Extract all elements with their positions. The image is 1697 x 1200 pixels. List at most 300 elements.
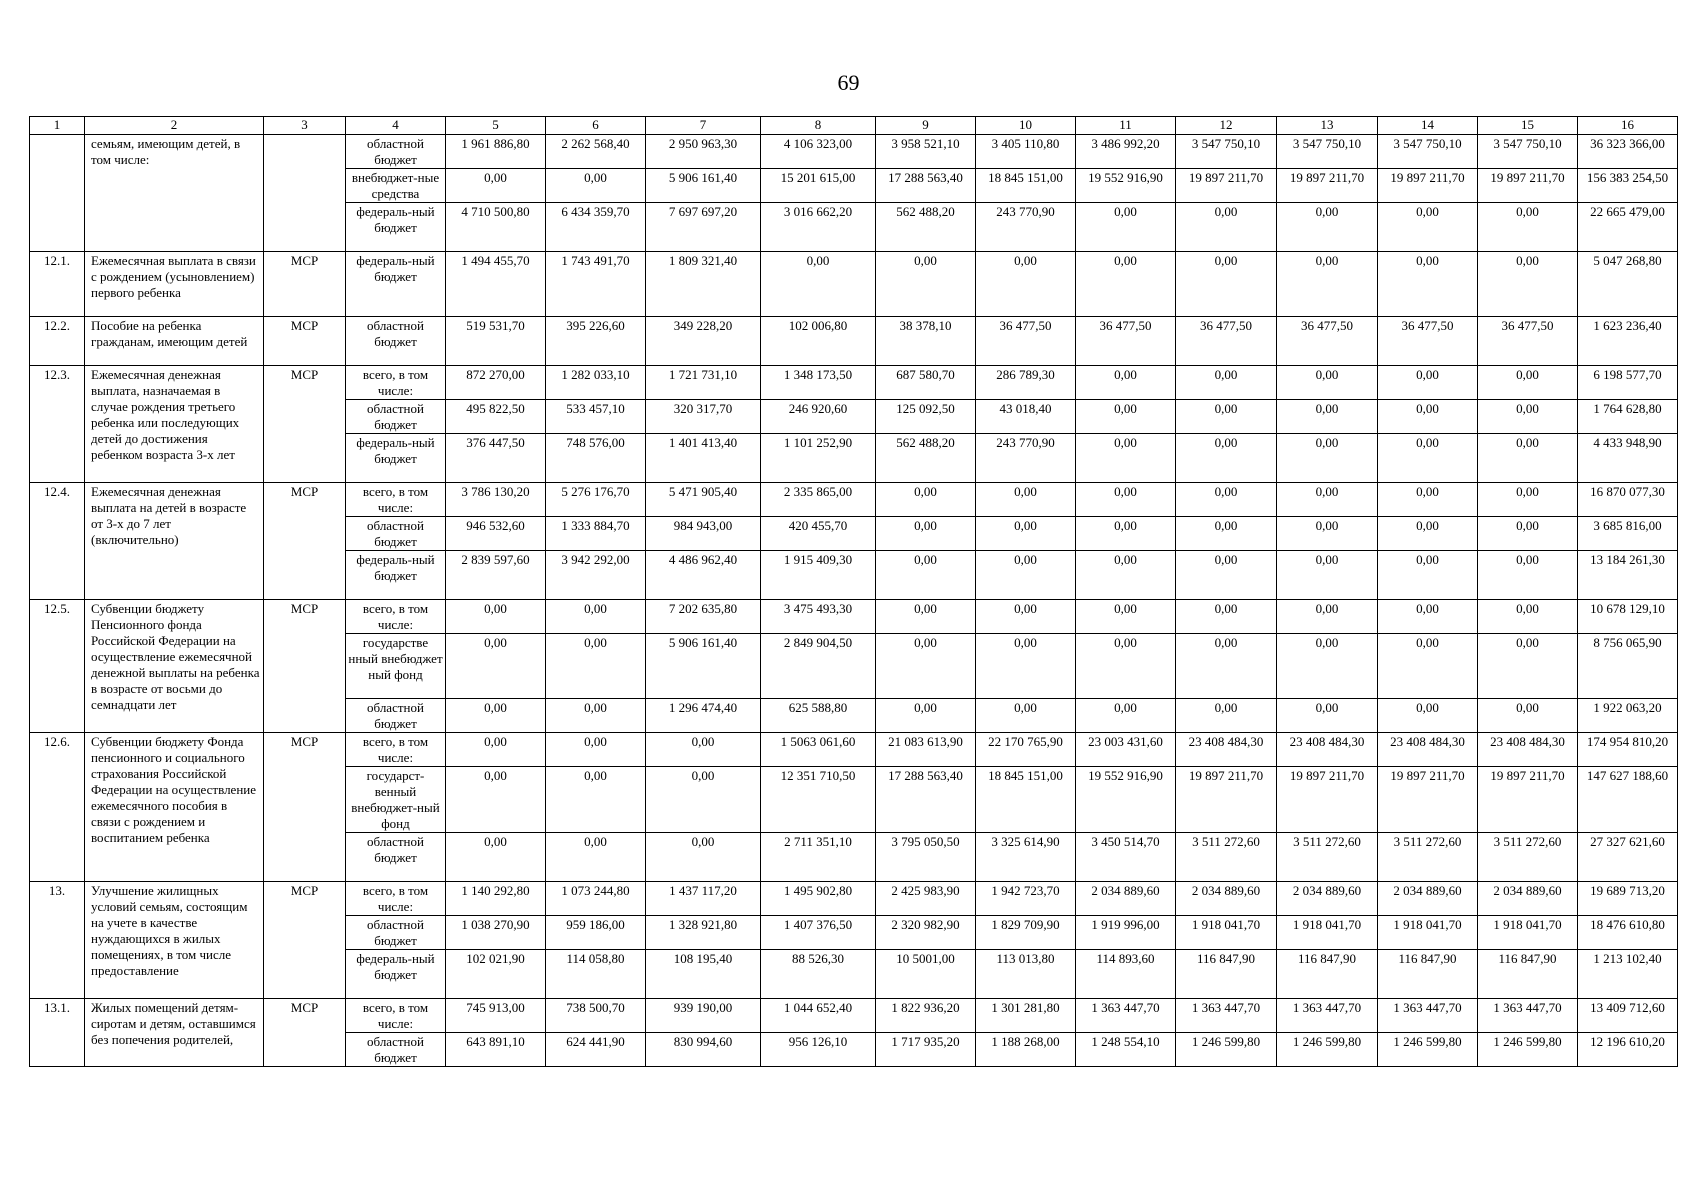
year-amount-cell: 643 891,10: [446, 1033, 546, 1067]
year-amount-cell: 3 511 272,60: [1176, 833, 1277, 882]
year-amount-cell: 12 351 710,50: [761, 767, 876, 833]
year-amount-cell: 286 789,30: [976, 366, 1076, 400]
year-amount-cell: 7 202 635,80: [646, 600, 761, 634]
total-amount-cell: 6 198 577,70: [1578, 366, 1678, 400]
year-amount-cell: 1 073 244,80: [546, 882, 646, 916]
year-amount-cell: 5 906 161,40: [646, 169, 761, 203]
year-amount-cell: 872 270,00: [446, 366, 546, 400]
year-amount-cell: 3 795 050,50: [876, 833, 976, 882]
executor-cell: МСР: [264, 882, 346, 999]
year-amount-cell: 1 282 033,10: [546, 366, 646, 400]
year-amount-cell: 0,00: [546, 833, 646, 882]
column-number-cell: 10: [976, 117, 1076, 135]
table-row: [30, 882, 1678, 916]
year-amount-cell: 0,00: [1378, 203, 1478, 252]
year-amount-cell: 320 317,70: [646, 400, 761, 434]
table-row: [30, 317, 1678, 366]
year-amount-cell: 0,00: [976, 634, 1076, 699]
total-amount-cell: 156 383 254,50: [1578, 169, 1678, 203]
executor-cell: [264, 135, 346, 252]
year-amount-cell: 1 246 599,80: [1277, 1033, 1378, 1067]
column-number-cell: 8: [761, 117, 876, 135]
year-amount-cell: 19 897 211,70: [1378, 767, 1478, 833]
year-amount-cell: 3 511 272,60: [1277, 833, 1378, 882]
year-amount-cell: 0,00: [761, 252, 876, 317]
measure-name-cell: семьям, имеющим детей, в том числе:: [85, 135, 264, 252]
year-amount-cell: 0,00: [876, 551, 976, 600]
year-amount-cell: 0,00: [976, 699, 1076, 733]
year-amount-cell: 1 328 921,80: [646, 916, 761, 950]
year-amount-cell: 1 246 599,80: [1478, 1033, 1578, 1067]
year-amount-cell: 36 477,50: [1378, 317, 1478, 366]
year-amount-cell: 2 839 597,60: [446, 551, 546, 600]
column-number-cell: 7: [646, 117, 761, 135]
table-row: [30, 733, 1678, 767]
year-amount-cell: 19 552 916,90: [1076, 767, 1176, 833]
year-amount-cell: 0,00: [1176, 434, 1277, 483]
measure-name-cell: Улучшение жилищных условий семьям, состоящим на учете в качестве нуждающихся в жилых помещениях, в том числе предоставление: [85, 882, 264, 999]
total-amount-cell: 1 764 628,80: [1578, 400, 1678, 434]
year-amount-cell: 3 786 130,20: [446, 483, 546, 517]
year-amount-cell: 1 246 599,80: [1176, 1033, 1277, 1067]
column-number-cell: 13: [1277, 117, 1378, 135]
year-amount-cell: 19 897 211,70: [1478, 767, 1578, 833]
year-amount-cell: 125 092,50: [876, 400, 976, 434]
year-amount-cell: 2 711 351,10: [761, 833, 876, 882]
year-amount-cell: 0,00: [1176, 634, 1277, 699]
year-amount-cell: 23 408 484,30: [1378, 733, 1478, 767]
year-amount-cell: 0,00: [1076, 600, 1176, 634]
year-amount-cell: 1 101 252,90: [761, 434, 876, 483]
year-amount-cell: 4 710 500,80: [446, 203, 546, 252]
funding-source-cell: всего, в том числе:: [346, 999, 446, 1033]
year-amount-cell: 0,00: [1378, 483, 1478, 517]
year-amount-cell: 0,00: [1378, 517, 1478, 551]
year-amount-cell: 0,00: [1076, 434, 1176, 483]
year-amount-cell: 1 717 935,20: [876, 1033, 976, 1067]
year-amount-cell: 116 847,90: [1378, 950, 1478, 999]
year-amount-cell: 562 488,20: [876, 434, 976, 483]
year-amount-cell: 38 378,10: [876, 317, 976, 366]
table-row: [30, 999, 1678, 1033]
year-amount-cell: 624 441,90: [546, 1033, 646, 1067]
executor-cell: МСР: [264, 733, 346, 882]
budget-table: [29, 116, 1678, 1067]
year-amount-cell: 0,00: [1277, 434, 1378, 483]
year-amount-cell: 3 942 292,00: [546, 551, 646, 600]
column-number-cell: 9: [876, 117, 976, 135]
executor-cell: МСР: [264, 483, 346, 600]
year-amount-cell: 1 918 041,70: [1277, 916, 1378, 950]
year-amount-cell: 5 276 176,70: [546, 483, 646, 517]
year-amount-cell: 2 034 889,60: [1378, 882, 1478, 916]
year-amount-cell: 0,00: [446, 634, 546, 699]
year-amount-cell: 0,00: [1277, 483, 1378, 517]
year-amount-cell: 3 511 272,60: [1478, 833, 1578, 882]
funding-source-cell: всего, в том числе:: [346, 882, 446, 916]
year-amount-cell: 533 457,10: [546, 400, 646, 434]
funding-source-cell: федераль-ный бюджет: [346, 203, 446, 252]
year-amount-cell: 36 477,50: [1076, 317, 1176, 366]
year-amount-cell: 2 034 889,60: [1277, 882, 1378, 916]
year-amount-cell: 0,00: [976, 600, 1076, 634]
page-number: 69: [837, 70, 860, 95]
year-amount-cell: 3 547 750,10: [1478, 135, 1578, 169]
year-amount-cell: 116 847,90: [1478, 950, 1578, 999]
year-amount-cell: 420 455,70: [761, 517, 876, 551]
year-amount-cell: 0,00: [1378, 600, 1478, 634]
column-number-cell: 5: [446, 117, 546, 135]
year-amount-cell: 1 044 652,40: [761, 999, 876, 1033]
year-amount-cell: 0,00: [1277, 600, 1378, 634]
year-amount-cell: 0,00: [1176, 551, 1277, 600]
total-amount-cell: 36 323 366,00: [1578, 135, 1678, 169]
year-amount-cell: 625 588,80: [761, 699, 876, 733]
year-amount-cell: 1 296 474,40: [646, 699, 761, 733]
column-number-cell: 16: [1578, 117, 1678, 135]
year-amount-cell: 959 186,00: [546, 916, 646, 950]
year-amount-cell: 23 408 484,30: [1176, 733, 1277, 767]
year-amount-cell: 0,00: [1378, 252, 1478, 317]
column-number-cell: 2: [85, 117, 264, 135]
year-amount-cell: 5 471 905,40: [646, 483, 761, 517]
total-amount-cell: 3 685 816,00: [1578, 517, 1678, 551]
year-amount-cell: 395 226,60: [546, 317, 646, 366]
year-amount-cell: 7 697 697,20: [646, 203, 761, 252]
year-amount-cell: 1 721 731,10: [646, 366, 761, 400]
table-row: [30, 600, 1678, 634]
year-amount-cell: 0,00: [1176, 400, 1277, 434]
year-amount-cell: 3 325 614,90: [976, 833, 1076, 882]
year-amount-cell: 1 363 447,70: [1378, 999, 1478, 1033]
year-amount-cell: 376 447,50: [446, 434, 546, 483]
table-row: [30, 135, 1678, 169]
year-amount-cell: 0,00: [976, 517, 1076, 551]
year-amount-cell: 939 190,00: [646, 999, 761, 1033]
year-amount-cell: 0,00: [1378, 699, 1478, 733]
item-number-cell: [30, 135, 85, 252]
year-amount-cell: 1 348 173,50: [761, 366, 876, 400]
year-amount-cell: 21 083 613,90: [876, 733, 976, 767]
year-amount-cell: 114 058,80: [546, 950, 646, 999]
year-amount-cell: 0,00: [1277, 203, 1378, 252]
year-amount-cell: 108 195,40: [646, 950, 761, 999]
funding-source-cell: государст-венный внебюджет-ный фонд: [346, 767, 446, 833]
executor-cell: МСР: [264, 317, 346, 366]
year-amount-cell: 687 580,70: [876, 366, 976, 400]
year-amount-cell: 3 486 992,20: [1076, 135, 1176, 169]
year-amount-cell: 43 018,40: [976, 400, 1076, 434]
column-number-cell: 6: [546, 117, 646, 135]
funding-source-cell: областной бюджет: [346, 517, 446, 551]
year-amount-cell: 36 477,50: [976, 317, 1076, 366]
measure-name-cell: Пособие на ребенка гражданам, имеющим детей: [85, 317, 264, 366]
year-amount-cell: 0,00: [876, 483, 976, 517]
year-amount-cell: 19 897 211,70: [1176, 767, 1277, 833]
year-amount-cell: 0,00: [1076, 366, 1176, 400]
year-amount-cell: 3 547 750,10: [1176, 135, 1277, 169]
year-amount-cell: 22 170 765,90: [976, 733, 1076, 767]
funding-source-cell: областной бюджет: [346, 916, 446, 950]
funding-source-cell: всего, в том числе:: [346, 600, 446, 634]
item-number-cell: 12.2.: [30, 317, 85, 366]
year-amount-cell: 1 743 491,70: [546, 252, 646, 317]
year-amount-cell: 1 333 884,70: [546, 517, 646, 551]
total-amount-cell: 174 954 810,20: [1578, 733, 1678, 767]
year-amount-cell: 1 363 447,70: [1277, 999, 1378, 1033]
funding-source-cell: областной бюджет: [346, 833, 446, 882]
year-amount-cell: 36 477,50: [1277, 317, 1378, 366]
year-amount-cell: 0,00: [446, 767, 546, 833]
year-amount-cell: 88 526,30: [761, 950, 876, 999]
year-amount-cell: 3 511 272,60: [1378, 833, 1478, 882]
year-amount-cell: 349 228,20: [646, 317, 761, 366]
executor-cell: МСР: [264, 252, 346, 317]
year-amount-cell: 4 106 323,00: [761, 135, 876, 169]
year-amount-cell: 2 950 963,30: [646, 135, 761, 169]
year-amount-cell: 0,00: [976, 483, 1076, 517]
year-amount-cell: 0,00: [1076, 203, 1176, 252]
year-amount-cell: 17 288 563,40: [876, 767, 976, 833]
year-amount-cell: 1 961 886,80: [446, 135, 546, 169]
year-amount-cell: 0,00: [1277, 699, 1378, 733]
year-amount-cell: 102 006,80: [761, 317, 876, 366]
funding-source-cell: внебюджет-ные средства: [346, 169, 446, 203]
year-amount-cell: 3 450 514,70: [1076, 833, 1176, 882]
total-amount-cell: 16 870 077,30: [1578, 483, 1678, 517]
year-amount-cell: 748 576,00: [546, 434, 646, 483]
year-amount-cell: 0,00: [1478, 203, 1578, 252]
year-amount-cell: 0,00: [446, 699, 546, 733]
year-amount-cell: 0,00: [546, 699, 646, 733]
year-amount-cell: 23 003 431,60: [1076, 733, 1176, 767]
executor-cell: МСР: [264, 600, 346, 733]
year-amount-cell: 1 363 447,70: [1176, 999, 1277, 1033]
year-amount-cell: 745 913,00: [446, 999, 546, 1033]
year-amount-cell: 0,00: [1478, 551, 1578, 600]
year-amount-cell: 0,00: [1478, 634, 1578, 699]
year-amount-cell: 0,00: [1176, 252, 1277, 317]
measure-name-cell: Ежемесячная денежная выплата, назначаемая в случае рождения третьего ребенка или последующих детей до достижения ребенком возраста 3-х лет: [85, 366, 264, 483]
year-amount-cell: 1 494 455,70: [446, 252, 546, 317]
year-amount-cell: 0,00: [876, 600, 976, 634]
column-number-cell: 11: [1076, 117, 1176, 135]
year-amount-cell: 0,00: [1378, 634, 1478, 699]
total-amount-cell: 22 665 479,00: [1578, 203, 1678, 252]
year-amount-cell: 0,00: [546, 767, 646, 833]
year-amount-cell: 1 942 723,70: [976, 882, 1076, 916]
item-number-cell: 13.: [30, 882, 85, 999]
year-amount-cell: 562 488,20: [876, 203, 976, 252]
total-amount-cell: 10 678 129,10: [1578, 600, 1678, 634]
column-number-row: [30, 117, 1678, 135]
year-amount-cell: 0,00: [1176, 600, 1277, 634]
year-amount-cell: 0,00: [1378, 400, 1478, 434]
year-amount-cell: 23 408 484,30: [1277, 733, 1378, 767]
year-amount-cell: 0,00: [1076, 634, 1176, 699]
year-amount-cell: 5 906 161,40: [646, 634, 761, 699]
year-amount-cell: 0,00: [1076, 483, 1176, 517]
year-amount-cell: 1 919 996,00: [1076, 916, 1176, 950]
year-amount-cell: 0,00: [1076, 551, 1176, 600]
year-amount-cell: 0,00: [1277, 400, 1378, 434]
year-amount-cell: 19 897 211,70: [1277, 767, 1378, 833]
year-amount-cell: 1 140 292,80: [446, 882, 546, 916]
total-amount-cell: 13 184 261,30: [1578, 551, 1678, 600]
year-amount-cell: 0,00: [546, 634, 646, 699]
year-amount-cell: 0,00: [1478, 699, 1578, 733]
year-amount-cell: 1 829 709,90: [976, 916, 1076, 950]
funding-source-cell: областной бюджет: [346, 400, 446, 434]
year-amount-cell: 2 335 865,00: [761, 483, 876, 517]
column-number-cell: 15: [1478, 117, 1578, 135]
column-number-cell: 14: [1378, 117, 1478, 135]
year-amount-cell: 1 401 413,40: [646, 434, 761, 483]
year-amount-cell: 0,00: [1176, 699, 1277, 733]
measure-name-cell: Жилых помещений детям-сиротам и детям, оставшимся без попечения родителей,: [85, 999, 264, 1067]
year-amount-cell: 0,00: [1478, 366, 1578, 400]
column-number-cell: 12: [1176, 117, 1277, 135]
year-amount-cell: 0,00: [1378, 434, 1478, 483]
year-amount-cell: 2 034 889,60: [1176, 882, 1277, 916]
year-amount-cell: 0,00: [876, 699, 976, 733]
year-amount-cell: 2 849 904,50: [761, 634, 876, 699]
year-amount-cell: 19 552 916,90: [1076, 169, 1176, 203]
year-amount-cell: 19 897 211,70: [1478, 169, 1578, 203]
year-amount-cell: 2 425 983,90: [876, 882, 976, 916]
total-amount-cell: 5 047 268,80: [1578, 252, 1678, 317]
year-amount-cell: 3 475 493,30: [761, 600, 876, 634]
total-amount-cell: 8 756 065,90: [1578, 634, 1678, 699]
item-number-cell: 13.1.: [30, 999, 85, 1067]
item-number-cell: 12.6.: [30, 733, 85, 882]
total-amount-cell: 1 922 063,20: [1578, 699, 1678, 733]
year-amount-cell: 6 434 359,70: [546, 203, 646, 252]
year-amount-cell: 4 486 962,40: [646, 551, 761, 600]
funding-source-cell: всего, в том числе:: [346, 366, 446, 400]
year-amount-cell: 15 201 615,00: [761, 169, 876, 203]
year-amount-cell: 0,00: [1076, 699, 1176, 733]
year-amount-cell: 0,00: [1277, 634, 1378, 699]
year-amount-cell: 10 5001,00: [876, 950, 976, 999]
measure-name-cell: Субвенции бюджету Пенсионного фонда Российской Федерации на осуществление ежемесячной денежной выплаты на ребенка в возрасте от восьми до семнадцати лет: [85, 600, 264, 733]
year-amount-cell: 1 246 599,80: [1378, 1033, 1478, 1067]
total-amount-cell: 4 433 948,90: [1578, 434, 1678, 483]
year-amount-cell: 0,00: [1176, 203, 1277, 252]
year-amount-cell: 495 822,50: [446, 400, 546, 434]
year-amount-cell: 0,00: [1478, 434, 1578, 483]
year-amount-cell: 830 994,60: [646, 1033, 761, 1067]
funding-source-cell: областной бюджет: [346, 1033, 446, 1067]
year-amount-cell: 116 847,90: [1176, 950, 1277, 999]
measure-name-cell: Ежемесячная денежная выплата на детей в возрасте от 3-х до 7 лет (включительно): [85, 483, 264, 600]
year-amount-cell: 17 288 563,40: [876, 169, 976, 203]
year-amount-cell: 0,00: [446, 600, 546, 634]
year-amount-cell: 0,00: [1176, 483, 1277, 517]
year-amount-cell: 1 915 409,30: [761, 551, 876, 600]
year-amount-cell: 19 897 211,70: [1176, 169, 1277, 203]
column-number-cell: 4: [346, 117, 446, 135]
year-amount-cell: 0,00: [1478, 252, 1578, 317]
table-row: [30, 366, 1678, 400]
year-amount-cell: 0,00: [646, 733, 761, 767]
year-amount-cell: 0,00: [546, 169, 646, 203]
year-amount-cell: 3 405 110,80: [976, 135, 1076, 169]
year-amount-cell: 1 918 041,70: [1378, 916, 1478, 950]
year-amount-cell: 1 495 902,80: [761, 882, 876, 916]
funding-source-cell: государстве нный внебюджет ный фонд: [346, 634, 446, 699]
year-amount-cell: 0,00: [1176, 366, 1277, 400]
total-amount-cell: 13 409 712,60: [1578, 999, 1678, 1033]
year-amount-cell: 19 897 211,70: [1277, 169, 1378, 203]
year-amount-cell: 0,00: [1478, 400, 1578, 434]
executor-cell: МСР: [264, 999, 346, 1067]
funding-source-cell: областной бюджет: [346, 317, 446, 366]
year-amount-cell: 0,00: [876, 634, 976, 699]
total-amount-cell: 27 327 621,60: [1578, 833, 1678, 882]
year-amount-cell: 114 893,60: [1076, 950, 1176, 999]
total-amount-cell: 1 213 102,40: [1578, 950, 1678, 999]
year-amount-cell: 36 477,50: [1176, 317, 1277, 366]
year-amount-cell: 2 034 889,60: [1076, 882, 1176, 916]
year-amount-cell: 0,00: [1076, 252, 1176, 317]
measure-name-cell: Субвенции бюджету Фонда пенсионного и социального страхования Российской Федерации на осуществление ежемесячного пособия в связи с рождением и воспитанием ребенка: [85, 733, 264, 882]
year-amount-cell: 1 5063 061,60: [761, 733, 876, 767]
year-amount-cell: 0,00: [1277, 252, 1378, 317]
year-amount-cell: 0,00: [1478, 600, 1578, 634]
year-amount-cell: 519 531,70: [446, 317, 546, 366]
year-amount-cell: 243 770,90: [976, 203, 1076, 252]
year-amount-cell: 243 770,90: [976, 434, 1076, 483]
total-amount-cell: 18 476 610,80: [1578, 916, 1678, 950]
table-row: [30, 252, 1678, 317]
year-amount-cell: 0,00: [546, 733, 646, 767]
year-amount-cell: 0,00: [646, 767, 761, 833]
column-number-cell: 1: [30, 117, 85, 135]
year-amount-cell: 0,00: [1277, 517, 1378, 551]
year-amount-cell: 3 547 750,10: [1277, 135, 1378, 169]
year-amount-cell: 2 320 982,90: [876, 916, 976, 950]
year-amount-cell: 1 809 321,40: [646, 252, 761, 317]
executor-cell: МСР: [264, 366, 346, 483]
item-number-cell: 12.4.: [30, 483, 85, 600]
year-amount-cell: 2 034 889,60: [1478, 882, 1578, 916]
year-amount-cell: 2 262 568,40: [546, 135, 646, 169]
year-amount-cell: 1 248 554,10: [1076, 1033, 1176, 1067]
funding-source-cell: всего, в том числе:: [346, 733, 446, 767]
year-amount-cell: 0,00: [446, 833, 546, 882]
total-amount-cell: 147 627 188,60: [1578, 767, 1678, 833]
year-amount-cell: 18 845 151,00: [976, 169, 1076, 203]
funding-source-cell: областной бюджет: [346, 135, 446, 169]
year-amount-cell: 0,00: [1478, 483, 1578, 517]
year-amount-cell: 0,00: [976, 551, 1076, 600]
year-amount-cell: 946 532,60: [446, 517, 546, 551]
year-amount-cell: 3 016 662,20: [761, 203, 876, 252]
year-amount-cell: 0,00: [446, 169, 546, 203]
year-amount-cell: 738 500,70: [546, 999, 646, 1033]
year-amount-cell: 36 477,50: [1478, 317, 1578, 366]
year-amount-cell: 3 958 521,10: [876, 135, 976, 169]
year-amount-cell: 1 918 041,70: [1176, 916, 1277, 950]
year-amount-cell: 23 408 484,30: [1478, 733, 1578, 767]
table-row: [30, 483, 1678, 517]
year-amount-cell: 1 407 376,50: [761, 916, 876, 950]
year-amount-cell: 1 363 447,70: [1478, 999, 1578, 1033]
year-amount-cell: 1 301 281,80: [976, 999, 1076, 1033]
year-amount-cell: 0,00: [876, 252, 976, 317]
year-amount-cell: 0,00: [1378, 366, 1478, 400]
